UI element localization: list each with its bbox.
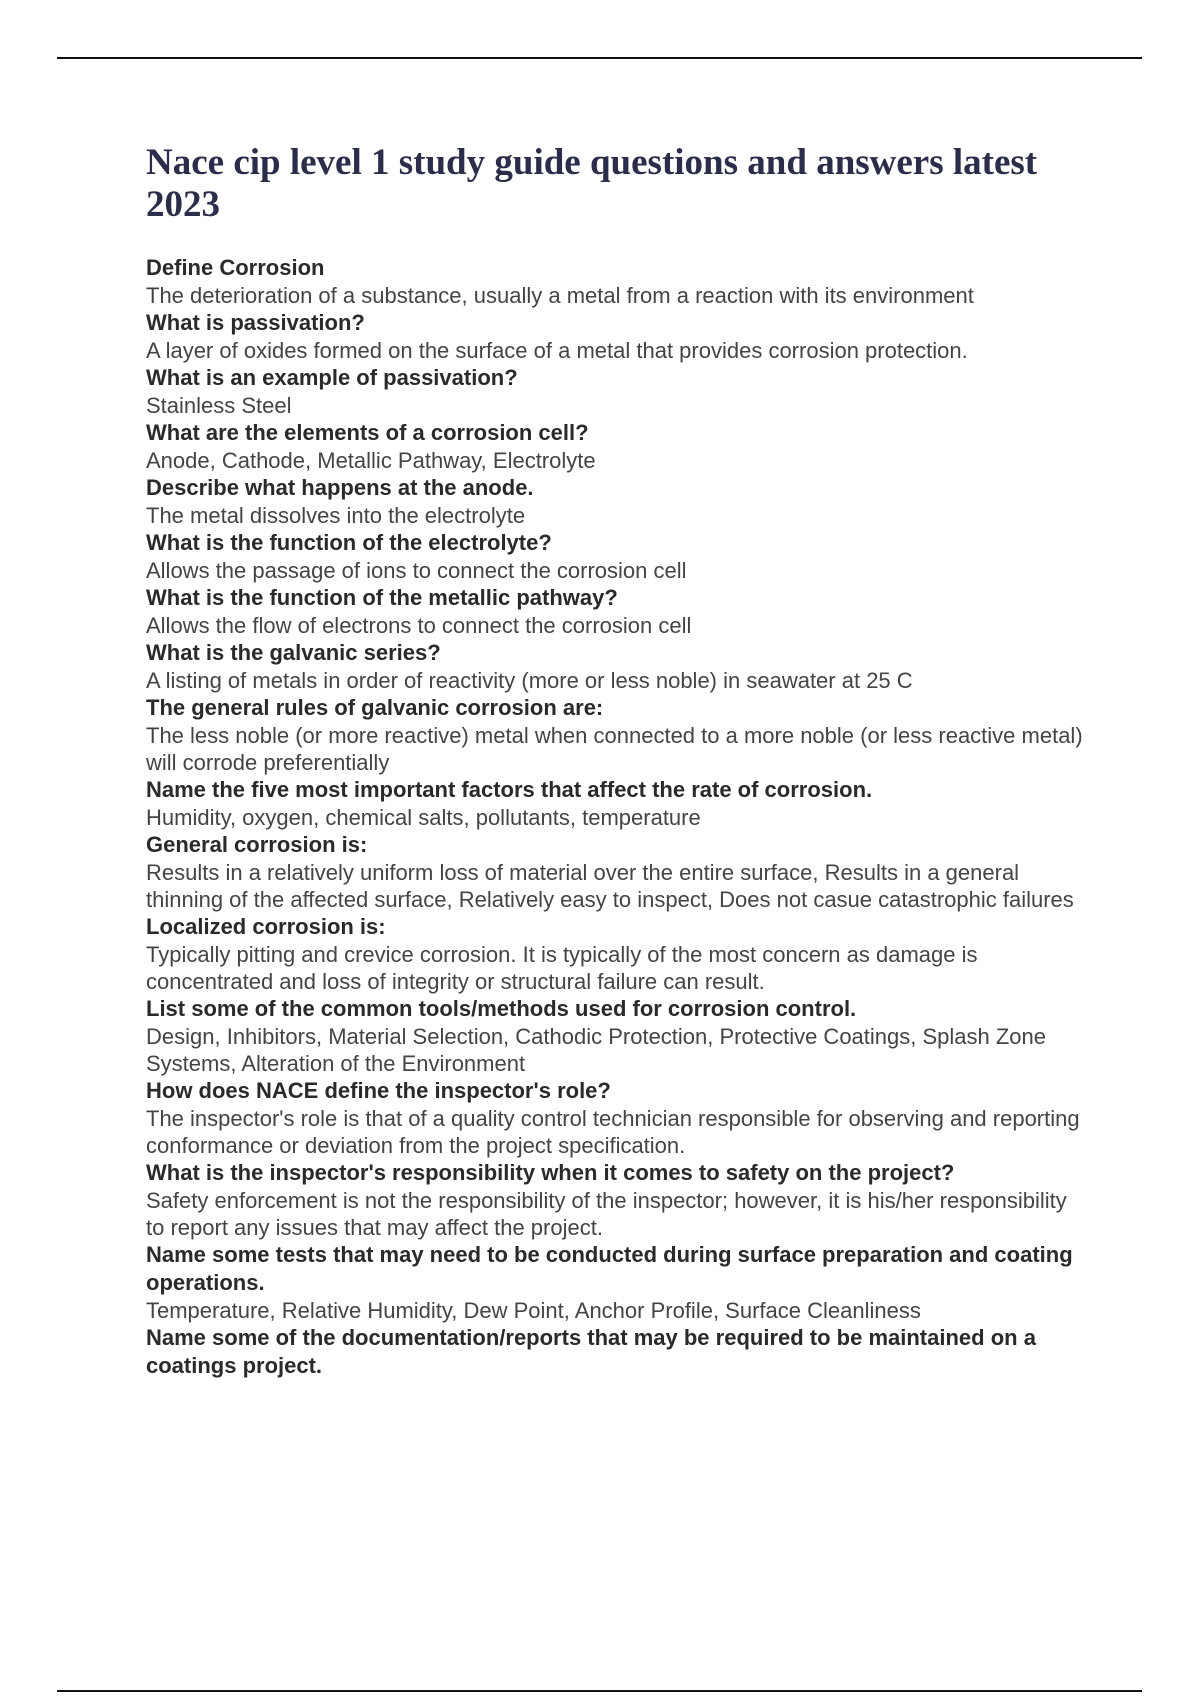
question-text: The general rules of galvanic corrosion are:	[146, 695, 604, 720]
question-text: General corrosion is:	[146, 832, 368, 857]
qa-item	[146, 913, 1086, 995]
answer-text: A layer of oxides formed on the surface of a metal that provides corrosion protection.	[146, 338, 968, 363]
qa-item	[146, 254, 1086, 309]
qa-item	[146, 1159, 1086, 1241]
qa-item	[146, 1077, 1086, 1159]
question-text: Define Corrosion	[146, 255, 325, 280]
qa-item	[146, 639, 1086, 694]
answer-text: Stainless Steel	[146, 393, 292, 418]
answer-text: Design, Inhibitors, Material Selection, Cathodic Protection, Protective Coatings, Splash Zone Systems, Alteration of the Environment	[146, 1024, 1047, 1076]
question-text: What is the function of the electrolyte?	[146, 530, 552, 555]
answer-text: Safety enforcement is not the responsibility of the inspector; however, it is his/her responsibility to report any issues that may affect the project.	[146, 1188, 1067, 1240]
top-rule	[57, 57, 1142, 59]
qa-item	[146, 1324, 1086, 1380]
answer-text: The deterioration of a substance, usually a metal from a reaction with its environment	[146, 283, 974, 308]
qa-item	[146, 474, 1086, 529]
answer-text: Anode, Cathode, Metallic Pathway, Electrolyte	[146, 448, 596, 473]
answer-text: The inspector's role is that of a quality control technician responsible for observing and reporting conformance or deviation from the project specification.	[146, 1106, 1080, 1158]
qa-item	[146, 419, 1086, 474]
question-text: What is the galvanic series?	[146, 640, 441, 665]
answer-text: Allows the passage of ions to connect the corrosion cell	[146, 558, 687, 583]
question-text: Describe what happens at the anode.	[146, 475, 534, 500]
question-text: List some of the common tools/methods used for corrosion control.	[146, 996, 857, 1021]
question-text: What is the inspector's responsibility when it comes to safety on the project?	[146, 1160, 955, 1185]
question-text: What is the function of the metallic pathway?	[146, 585, 618, 610]
question-text: What is an example of passivation?	[146, 365, 518, 390]
qa-item	[146, 529, 1086, 584]
answer-text: Temperature, Relative Humidity, Dew Point, Anchor Profile, Surface Cleanliness	[146, 1298, 921, 1323]
answer-text: A listing of metals in order of reactivity (more or less noble) in seawater at 25 C	[146, 668, 913, 693]
qa-item	[146, 995, 1086, 1077]
bottom-rule	[57, 1690, 1142, 1692]
answer-text: Humidity, oxygen, chemical salts, pollutants, temperature	[146, 805, 701, 830]
question-text: What is passivation?	[146, 310, 365, 335]
answer-text: The metal dissolves into the electrolyte	[146, 503, 526, 528]
qa-item	[146, 364, 1086, 419]
document-title: Nace cip level 1 study guide questions and answers latest 2023	[146, 142, 1038, 225]
question-text: Name some of the documentation/reports that may be required to be maintained on a coatings project.	[146, 1325, 1036, 1378]
qa-list	[146, 254, 1086, 1380]
qa-item	[146, 584, 1086, 639]
answer-text: Results in a relatively uniform loss of material over the entire surface, Results in a general thinning of the affected surface, Relatively easy to inspect, Does not casue catastrophic failures	[146, 860, 1074, 912]
question-text: Name the five most important factors that affect the rate of corrosion.	[146, 777, 873, 802]
answer-text: Typically pitting and crevice corrosion. It is typically of the most concern as damage is concentrated and loss of integrity or structural failure can result.	[146, 942, 978, 994]
qa-item	[146, 1241, 1086, 1324]
question-text: How does NACE define the inspector's role?	[146, 1078, 611, 1103]
qa-item	[146, 309, 1086, 364]
question-text: Localized corrosion is:	[146, 914, 386, 939]
qa-item	[146, 694, 1086, 776]
answer-text: The less noble (or more reactive) metal when connected to a more noble (or less reactive metal) will corrode preferentially	[146, 723, 1083, 775]
document-body	[146, 142, 1086, 1380]
qa-item	[146, 776, 1086, 831]
question-text: What are the elements of a corrosion cell?	[146, 420, 589, 445]
question-text: Name some tests that may need to be conducted during surface preparation and coating operations.	[146, 1242, 1073, 1295]
answer-text: Allows the flow of electrons to connect the corrosion cell	[146, 613, 692, 638]
qa-item	[146, 831, 1086, 913]
